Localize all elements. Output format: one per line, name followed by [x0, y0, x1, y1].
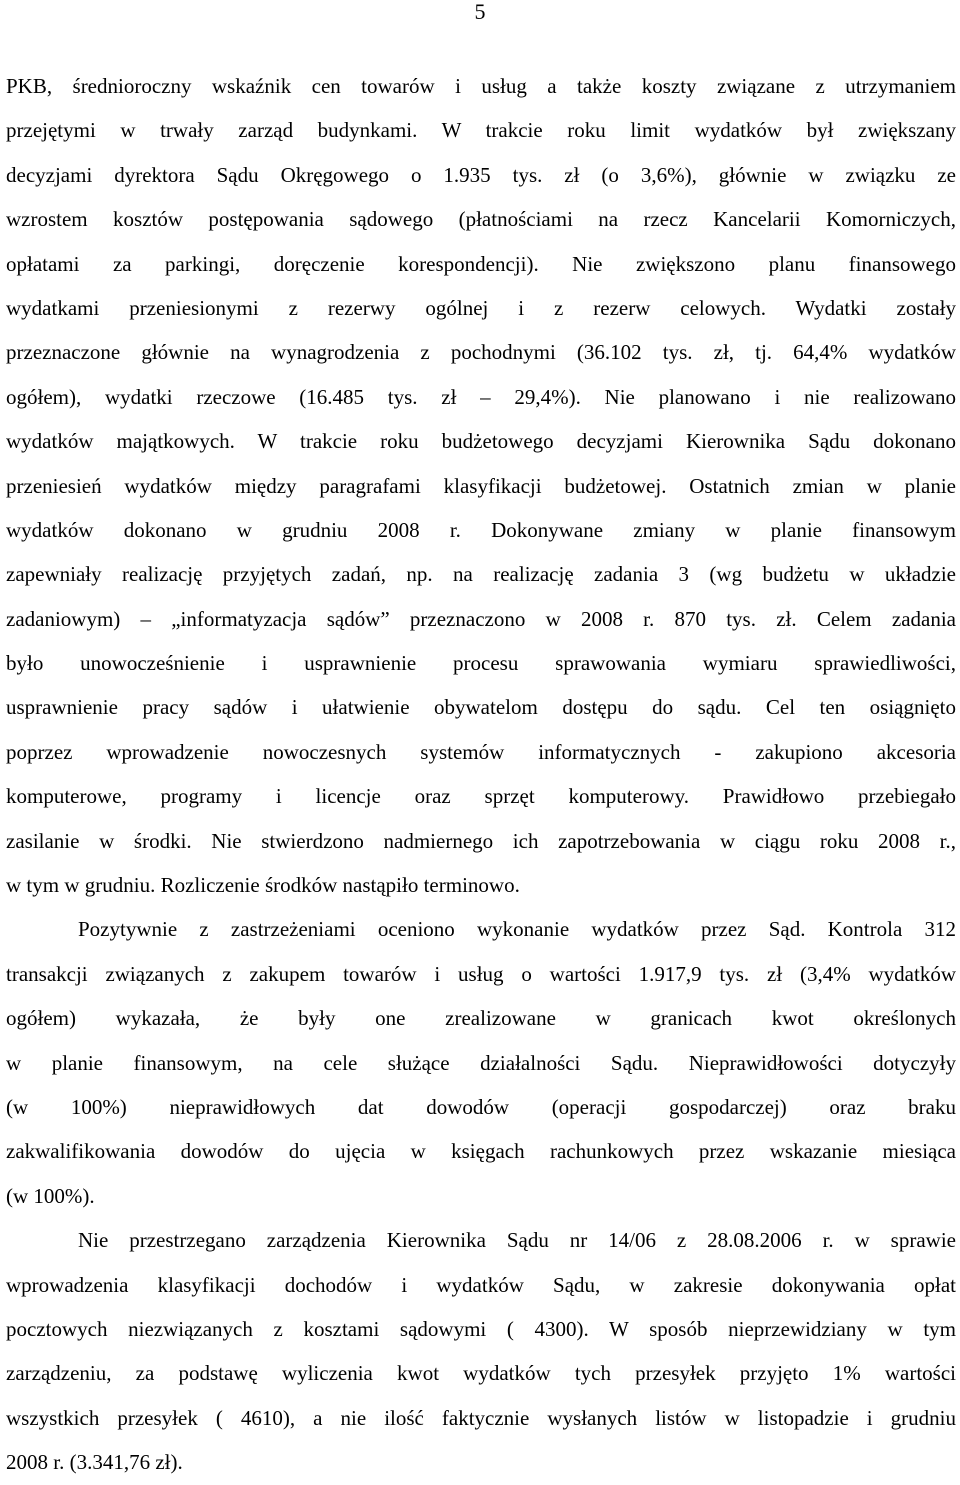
text-line: wprowadzenia klasyfikacji dochodów i wydatków Sądu, w zakresie dokonywania opłat [6, 1272, 956, 1297]
text-line: Pozytywnie z zastrzeżeniami oceniono wykonanie wydatków przez Sąd. Kontrola 312 [78, 917, 956, 942]
text-line: (w 100%). [6, 1183, 95, 1208]
text-line: opłatami za parkingi, doręczenie korespondencji). Nie zwiększono planu finansowego [6, 251, 956, 276]
text-line: w tym w grudniu. Rozliczenie środków nastąpiło terminowo. [6, 873, 520, 898]
text-line: komputerowe, programy i licencje oraz sprzęt komputerowy. Prawidłowo przebiegało [6, 784, 956, 809]
text-line: 2008 r. (3.341,76 zł). [6, 1450, 183, 1475]
text-line: było unowocześnienie i usprawnienie procesu sprawowania wymiaru sprawiedliwości, [6, 651, 956, 676]
text-line: wszystkich przesyłek ( 4610), a nie ilość faktycznie wysłanych listów w listopadzie i grudniu [6, 1405, 956, 1430]
text-line: zadaniowym) – „informatyzacja sądów” przeznaczono w 2008 r. 870 tys. zł. Celem zadania [6, 606, 956, 631]
text-line: usprawnienie pracy sądów i ułatwienie obywatelom dostępu do sądu. Cel ten osiągnięto [6, 695, 956, 720]
text-line: wydatków dokonano w grudniu 2008 r. Dokonywane zmiany w planie finansowym [6, 517, 956, 542]
text-line: wydatkami przeniesionymi z rezerwy ogólnej i z rezerw celowych. Wydatki zostały [6, 295, 956, 320]
text-line: (w 100%) nieprawidłowych dat dowodów (operacji gospodarczej) oraz braku [6, 1094, 956, 1119]
text-line: ogółem) wykazała, że były one zrealizowane w granicach kwot określonych [6, 1006, 956, 1031]
text-line: przejętymi w trwały zarząd budynkami. W trakcie roku limit wydatków był zwiększany [6, 118, 956, 143]
text-line: PKB, średnioroczny wskaźnik cen towarów i usług a także koszty związane z utrzymaniem [6, 74, 956, 98]
text-line: decyzjami dyrektora Sądu Okręgowego o 1.935 tys. zł (o 3,6%), głównie w związku ze [6, 162, 956, 187]
text-line: ogółem), wydatki rzeczowe (16.485 tys. zł – 29,4%). Nie planowano i nie realizowano [6, 384, 956, 409]
text-line: Nie przestrzegano zarządzenia Kierownika Sądu nr 14/06 z 28.08.2006 r. w sprawie [78, 1228, 956, 1253]
text-line: poprzez wprowadzenie nowoczesnych systemów informatycznych - zakupiono akcesoria [6, 739, 956, 764]
body-text [6, 64, 956, 1485]
text-line: przeniesień wydatków między paragrafami klasyfikacji budżetowej. Ostatnich zmian w planie [6, 473, 956, 498]
text-line: przeznaczone głównie na wynagrodzenia z pochodnymi (36.102 tys. zł, tj. 64,4% wydatków [6, 340, 956, 365]
text-line: zapewniały realizację przyjętych zadań, np. na realizację zadania 3 (wg budżetu w układzie [6, 562, 956, 587]
text-line: zasilanie w środki. Nie stwierdzono nadmiernego ich zapotrzebowania w ciągu roku 2008 r., [6, 828, 956, 853]
text-line: wzrostem kosztów postępowania sądowego (płatnościami na rzecz Kancelarii Komorniczych, [6, 207, 956, 232]
page-number: 5 [474, 0, 486, 24]
text-line: zakwalifikowania dowodów do ujęcia w księgach rachunkowych przez wskazanie miesiąca [6, 1139, 956, 1164]
text-line: w planie finansowym, na cele służące działalności Sądu. Nieprawidłowości dotyczyły [6, 1050, 956, 1075]
text-line: transakcji związanych z zakupem towarów i usług o wartości 1.917,9 tys. zł (3,4% wydatków [6, 961, 956, 986]
text-line: zarządzeniu, za podstawę wyliczenia kwot wydatków tych przesyłek przyjęto 1% wartości [6, 1361, 956, 1386]
text-line: pocztowych niezwiązanych z kosztami sądowymi ( 4300). W sposób nieprzewidziany w tym [6, 1316, 956, 1341]
text-line: wydatków majątkowych. W trakcie roku budżetowego decyzjami Kierownika Sądu dokonano [6, 429, 956, 454]
